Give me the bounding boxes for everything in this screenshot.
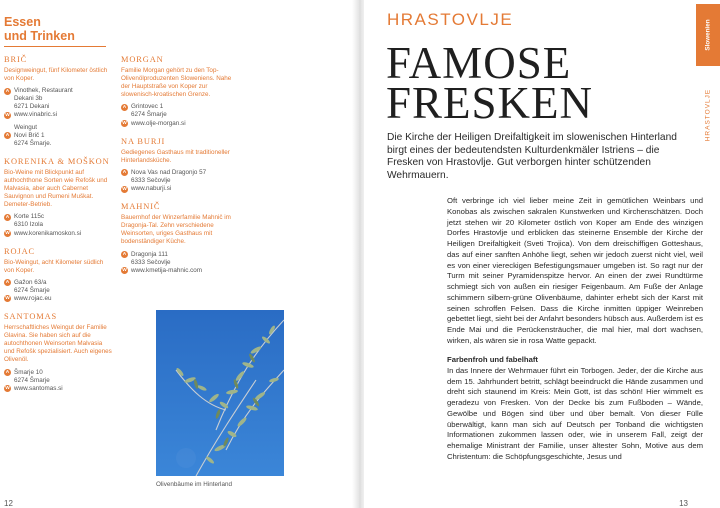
listing-description: Gediegenes Gasthaus mit traditioneller Hinterlandsküche. [121, 148, 230, 164]
listing-address-line [4, 213, 112, 221]
listing-address-line [121, 251, 239, 259]
listing-address-line [4, 87, 112, 95]
listing-address-line [4, 124, 112, 132]
section-title [4, 15, 75, 43]
article-headline [386, 38, 594, 128]
listing-entry [121, 137, 239, 193]
headline-line2: FRESKEN [386, 78, 594, 128]
address-icon: A [5, 214, 10, 220]
body-paragraph-2: In das Innere der Wehrmauer führt ein Torbogen. Jeder, der die Kirche aus dem 15. Jahrhundert betritt, schlägt beeindruckt die Hände zusammen und dreht sich staunend im Kreis: Mein Gott, ist das schön! Hier wimmelt es geradezu von Fresken. Von der Decke bis zum Fußboden – Wände, Gewölbe und Bögen sind über und über bemalt. Von dieser Fülle überwältigt, kann man sich auf Deutsch per Tonband die wichtigsten Informationen zukommen lassen oder, wie in unserem Fall, zeigt der ehemalige Ministrant der Familie, unser ältester Sohn, Motive aus dem Christentum: die Schöpfungsgeschichte, Jesus und [447, 365, 703, 461]
listing-line-text: Korte 115c [14, 213, 44, 221]
listing-line-text: 6274 Šmarje. [14, 139, 52, 147]
page-number-left: 12 [4, 499, 13, 508]
listing-line-text: www.naburji.si [131, 185, 172, 193]
listing-entry [4, 247, 112, 303]
listing-address-line [4, 377, 112, 385]
listing-column-a [4, 55, 112, 402]
listing-address-line [121, 177, 239, 185]
web-icon: W [5, 386, 10, 392]
listing-website[interactable] [121, 120, 239, 128]
web-icon: W [5, 296, 10, 302]
article-lead: Die Kirche der Heiligen Dreifaltigkeit im slowenischen Hinterland birgt eines der bedeutendsten Kulturdenkmäler Istriens – die Fresken von Hrastovlje. Gut verborgen hinter schützenden Wehrmauern. [387, 132, 677, 181]
listing-address-line [4, 132, 112, 140]
address-icon: A [122, 170, 127, 176]
listing-line-text: www.vinabric.si [14, 111, 58, 119]
listing-name: NA BURJI [121, 136, 166, 146]
listing-line-text: www.olje-morgan.si [131, 119, 186, 127]
listing-entry [4, 157, 112, 238]
web-icon: W [122, 268, 127, 274]
listing-entry [121, 55, 239, 128]
listing-description: Bio-Weingut, acht Kilometer südlich von Koper. [4, 258, 104, 274]
photo-caption: Olivenbäume im Hinterland [156, 481, 232, 488]
listing-website[interactable] [4, 230, 112, 238]
listing-line-text: 6274 Šmarje [14, 286, 50, 294]
section-title-line1: Essen [4, 15, 41, 29]
listing-line-text: 6333 Sečovlje [131, 258, 171, 266]
left-page [0, 0, 356, 508]
listing-line-text: Dragonja 111 [131, 250, 168, 258]
headline-line1: FAMOSE [386, 38, 572, 88]
address-icon: A [122, 104, 127, 110]
listing-address-line [4, 95, 112, 103]
article-body [447, 196, 703, 471]
listing-line-text: Vinothek, Restaurant [14, 87, 73, 95]
address-icon: A [5, 88, 10, 94]
web-icon: W [5, 231, 10, 236]
country-tab [696, 4, 720, 66]
listing-address-line [4, 279, 112, 287]
listing-address-line [121, 169, 239, 177]
web-icon: W [122, 121, 127, 127]
listing-line-text: 6274 Šmarje [14, 376, 50, 384]
listing-website[interactable] [4, 295, 112, 303]
listing-line-text: 6310 Izola [14, 221, 44, 229]
listing-address-line [4, 221, 112, 229]
listing-line-text: Grintovec 1 [131, 103, 164, 111]
listing-address-line [4, 103, 112, 111]
listing-line-text: Nova Vas nad Dragonjo 57 [131, 168, 207, 176]
listing-name: SANTOMAS [4, 312, 58, 322]
section-divider [4, 46, 106, 47]
olive-tree-photo [156, 310, 284, 476]
listing-name: ROJAC [4, 246, 36, 256]
listing-line-text: www.korenikamoskon.si [14, 229, 82, 237]
listing-name: BRIČ [4, 55, 28, 64]
listing-address-line [121, 259, 239, 267]
body-paragraph-1: Oft verbringe ich viel lieber meine Zeit in gemütlichen Weinbars und Konobas als zwischen sakralen Kunstwerken und Kirchenschätzen. Doch jetzt stehen wir 20 Kilometer östlich von Koper am Ende des winzigen Dorfes Hrastovlje und erblicken das steinerne Ensemble der Kirche der Heiligen Dreifaltigkeit (Sveti Trojica). Von dem dreischiffigen Gotteshaus, das auf einer sanften Anhöhe liegt, sehen wir jedoch zuerst nicht viel, weil es von einer viereckigen Befestigungsmauer umgeben ist. So ragt nur der Turm mit seiner Pyramidenspitze hervor. An einen der zwei Rundtürme schmiegt sich von außen ein riesiger Feigenbaum. Am Fuße der Anlage schimmern silbern-grüne Olivenbäume, dahinter erhebt sich der Karst mit seinen schroffen Felsen. Dass die Kirche inmitten üppiger Weinreben gebettet liegt, sieht bei der Anfahrt besonders hübsch aus. Außerdem ist es Ende Mai und die Perückensträucher, die mal hier, mal dort wachsen, wirken, als wären sie in rosa Watte gepackt. [447, 196, 703, 345]
listing-line-text: www.kmetija-mahnic.com [131, 266, 203, 274]
listing-website[interactable] [121, 267, 239, 275]
listing-address-line [4, 369, 112, 377]
address-icon: A [5, 133, 10, 139]
listing-line-text: Weingut [14, 123, 37, 131]
listing-address-line [4, 287, 112, 295]
listing-description: Designweingut, fünf Kilometer östlich von Koper. [4, 67, 108, 83]
right-page [364, 0, 720, 508]
listing-line-text: Gažon 63/a [14, 278, 47, 286]
body-subheading: Farbenfroh und fabelhaft [447, 355, 538, 364]
listing-address-line [121, 111, 239, 119]
listing-entry [4, 55, 112, 148]
running-head [696, 70, 720, 160]
listing-line-text: 6274 Šmarje [131, 111, 167, 119]
listing-website[interactable] [121, 185, 239, 193]
listing-name: KORENIKA & MOŠKON [4, 156, 110, 166]
listing-column-b [121, 55, 239, 284]
country-tab-label: Slowenien [704, 19, 712, 51]
address-icon: A [122, 252, 127, 257]
running-head-label: HRASTOVLJE [704, 88, 712, 142]
listing-line-text: 6333 Sečovlje [131, 176, 171, 184]
listing-name: MORGAN [121, 55, 164, 64]
web-icon: W [122, 186, 127, 192]
listing-address-line [4, 140, 112, 148]
listing-entry [121, 202, 239, 275]
address-icon: A [5, 370, 10, 376]
page-number-right: 13 [679, 499, 688, 508]
section-title-line2: und Trinken [4, 29, 75, 43]
listing-description: Herrschaftliches Weingut der Familie Glavina. Sie haben sich auf die autochthonen Weinsorten Malvasia und Refošk spezialisiert. Auch eigenes Olivenöl. [4, 324, 112, 364]
listing-website[interactable] [4, 385, 112, 393]
listing-description: Bio-Weine mit Blickpunkt auf authochthone Sorten wie Refošk und Malvasia, aber auch Cabernet Sauvignon und Rumeni Muškat. Demeter-Betrieb. [4, 168, 108, 209]
listing-line-text: Šmarje 10 [14, 368, 43, 376]
listing-description: Familie Morgan gehört zu den Top-Olivenölproduzenten Sloweniens. Nahe der Hauptstraße von Koper zur slowenisch-kroatischen Grenze. [121, 67, 232, 99]
listing-entry [4, 312, 112, 393]
listing-line-text: Novi Brič 1 [14, 131, 45, 139]
listing-line-text: 6271 Dekani [14, 103, 50, 111]
web-icon: W [5, 112, 10, 118]
address-icon: A [5, 280, 10, 286]
listing-line-text: www.rojac.eu [14, 294, 52, 302]
article-kicker: HRASTOVLJE [387, 10, 514, 29]
listing-website[interactable] [4, 111, 112, 119]
listing-description: Bauernhof der Winzerfamilie Mahnič im Dragonja-Tal. Zehn verschiedene Weinsorten, uriges Gasthaus mit bodenständiger Küche. [121, 214, 231, 246]
listing-line-text: www.santomas.si [14, 384, 63, 392]
listing-line-text: Dekani 3b [14, 95, 43, 103]
listing-name: MAHNIČ [121, 202, 161, 212]
